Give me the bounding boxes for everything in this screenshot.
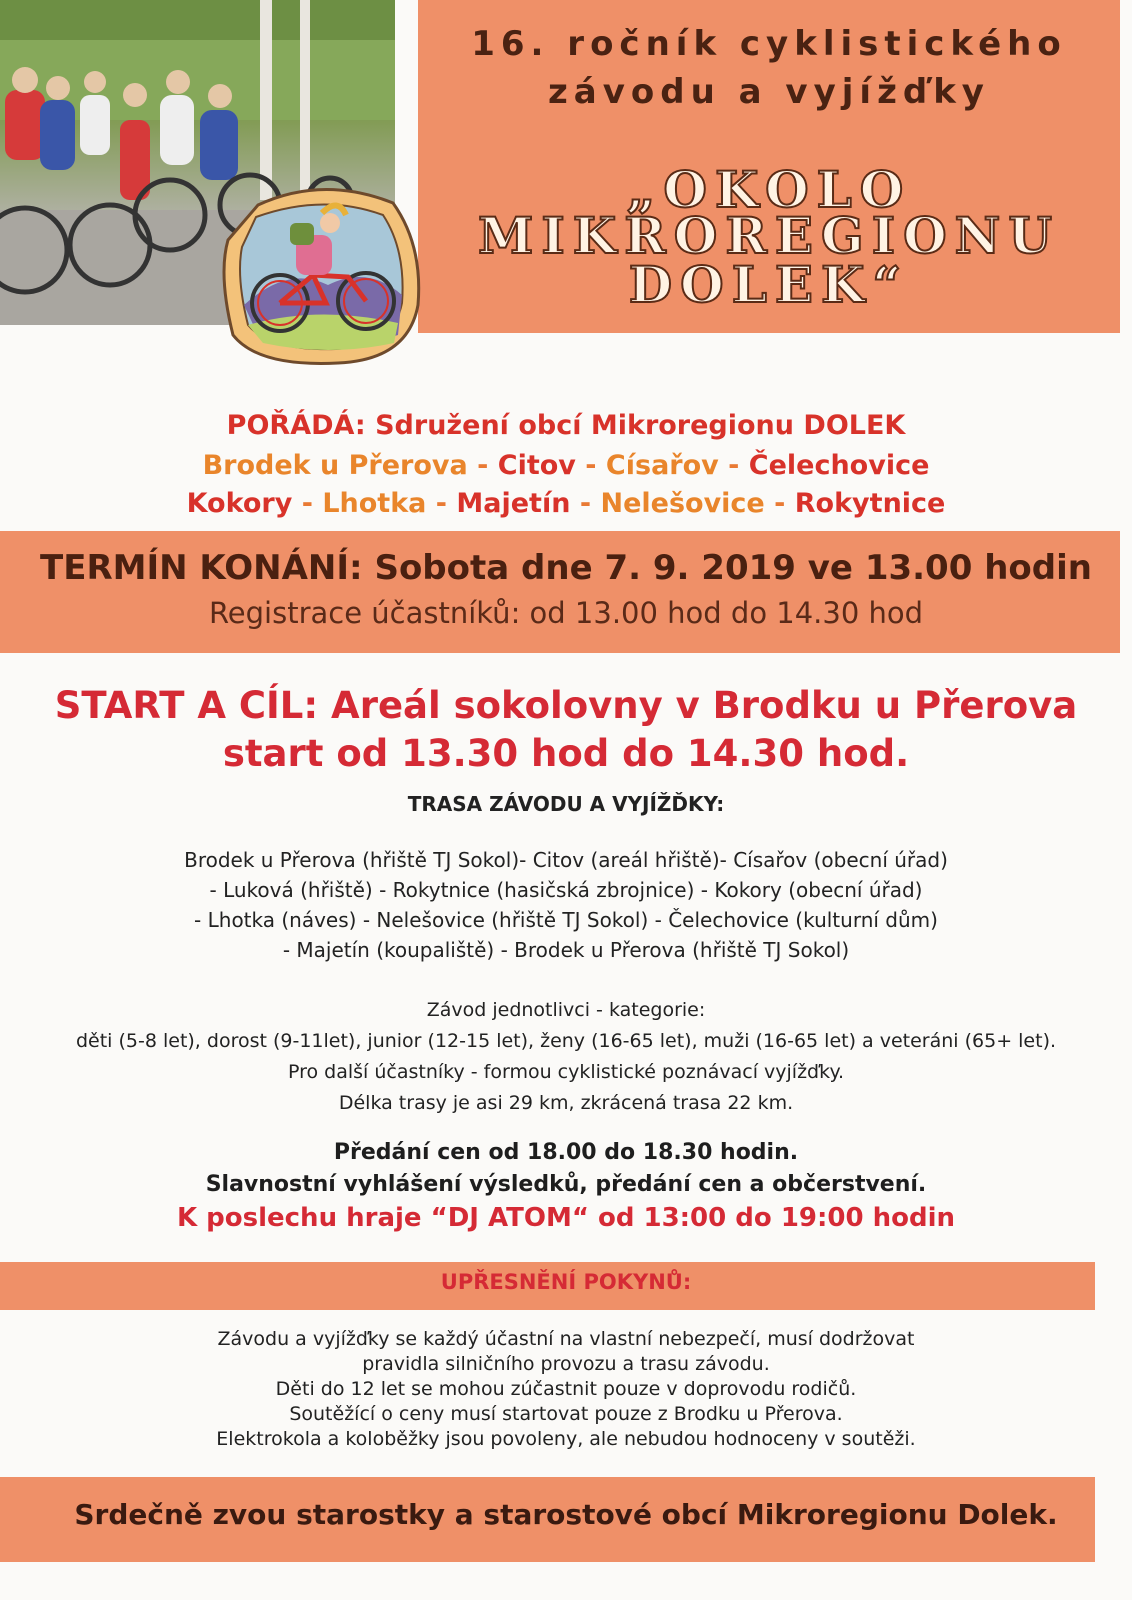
villages-row-2 xyxy=(0,488,1132,519)
village: Lhotka xyxy=(322,488,427,519)
separator: - xyxy=(575,450,606,481)
village: Nelešovice xyxy=(600,488,765,519)
header-line-1: 16. ročník cyklistického xyxy=(471,24,1067,64)
route-line: - Luková (hřiště) - Rokytnice (hasičská zbrojnice) - Kokory (obecní úřad) xyxy=(209,878,923,902)
organizer-line xyxy=(0,410,1132,441)
organizer-label: POŘÁDÁ: xyxy=(226,410,366,441)
instruction-line: Elektrokola a koloběžky jsou povoleny, ale nebudou hodnoceny v soutěži. xyxy=(216,1428,916,1450)
instructions-heading: UPŘESNĚNÍ POKYNŮ: xyxy=(440,1270,692,1294)
prizes-line-2: Slavnostní vyhlášení výsledků, předání cen a občerstvení. xyxy=(205,1172,927,1197)
prizes-line-1: Předání cen od 18.00 do 18.30 hodin. xyxy=(333,1140,799,1165)
separator: - xyxy=(570,488,601,519)
village: Císařov xyxy=(605,450,719,481)
separator: - xyxy=(467,450,498,481)
categories-block xyxy=(0,995,1132,1119)
village: Citov xyxy=(497,450,576,481)
village: Rokytnice xyxy=(794,488,946,519)
categories-line: Závod jednotlivci - kategorie: xyxy=(426,999,706,1021)
village: Brodek u Přerova xyxy=(202,450,468,481)
registration-line: Registrace účastníků: od 13.00 hod do 14.30 hod xyxy=(208,596,924,630)
start-finish-line: START A CÍL: Areál sokolovny v Brodku u Přerova xyxy=(54,684,1078,727)
categories-line: děti (5-8 let), dorost (9-11let), junior (12-15 let), ženy (16-65 let), muži (16-65 let) a veteráni (65+ let). xyxy=(75,1030,1057,1052)
music-line: K poslechu hraje “DJ ATOM“ od 13:00 do 19:00 hodin xyxy=(176,1203,956,1233)
invite-line: Srdečně zvou starostky a starostové obcí Mikroregionu Dolek. xyxy=(74,1498,1058,1531)
route-heading: TRASA ZÁVODU A VYJÍŽĎKY: xyxy=(407,792,725,816)
event-title-3: DOLEK“ xyxy=(628,255,910,314)
route-line: - Lhotka (náves) - Nelešovice (hřiště TJ Sokol) - Čelechovice (kulturní dům) xyxy=(194,908,938,932)
instruction-line: pravidla silničního provozu a trasu závodu. xyxy=(362,1353,770,1375)
term-date: Sobota dne 7. 9. 2019 ve 13.00 hodin xyxy=(374,548,1092,588)
separator: - xyxy=(764,488,795,519)
cyclist-emblem xyxy=(218,185,430,367)
instruction-line: Závodu a vyjížďky se každý účastní na vlastní nebezpečí, musí dodržovat xyxy=(217,1328,915,1350)
separator: - xyxy=(718,450,749,481)
term-label: TERMÍN KONÁNÍ: xyxy=(40,548,363,588)
route-line: - Majetín (koupaliště) - Brodek u Přerova (hřiště TJ Sokol) xyxy=(282,938,850,962)
header-line-2: závodu a vyjížďky xyxy=(548,72,990,112)
organizer-name: Sdružení obcí Mikroregionu DOLEK xyxy=(375,410,906,441)
categories-line: Pro další účastníky - formou cyklistické poznávací vyjížďky. xyxy=(287,1061,845,1083)
categories-line: Délka trasy je asi 29 km, zkrácená trasa 22 km. xyxy=(338,1092,794,1114)
cyclist-emblem-icon xyxy=(218,185,430,367)
separator: - xyxy=(426,488,457,519)
villages-row-1 xyxy=(0,450,1132,481)
event-title-1: „OKOLO xyxy=(626,160,912,219)
separator: - xyxy=(292,488,323,519)
start-time-line: start od 13.30 hod do 14.30 hod. xyxy=(222,732,910,775)
term-line xyxy=(0,548,1132,588)
village: Kokory xyxy=(186,488,293,519)
route-description xyxy=(0,845,1132,965)
instruction-line: Soutěžící o ceny musí startovat pouze z Brodku u Přerova. xyxy=(289,1403,843,1425)
village: Čelechovice xyxy=(748,450,930,481)
event-title-2: MIKROREGIONU xyxy=(478,206,1060,265)
route-line: Brodek u Přerova (hřiště TJ Sokol)- Citov (areál hřiště)- Císařov (obecní úřad) xyxy=(184,848,948,872)
instruction-line: Děti do 12 let se mohou zúčastnit pouze v doprovodu rodičů. xyxy=(275,1378,857,1400)
instructions-block xyxy=(0,1327,1132,1452)
village: Majetín xyxy=(456,488,571,519)
